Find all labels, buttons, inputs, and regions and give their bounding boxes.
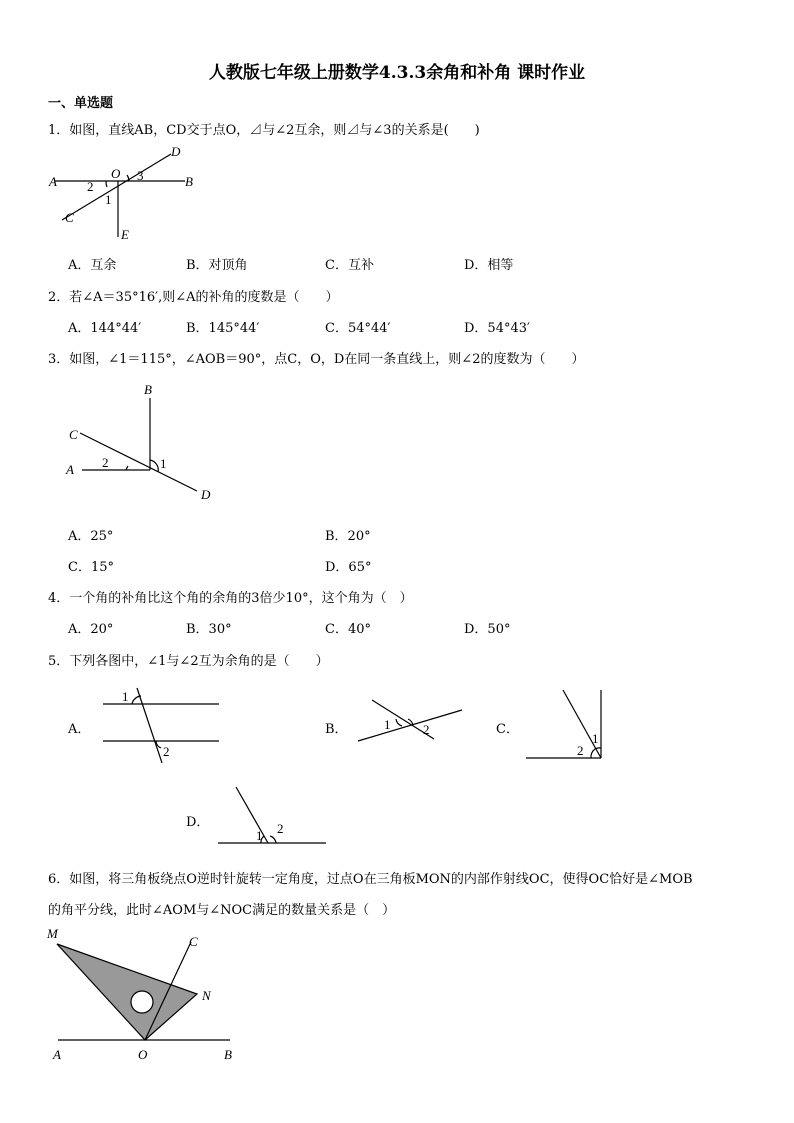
q1-angle-2: 2 — [87, 179, 94, 194]
q3-label-d: D — [201, 487, 211, 502]
question-3-text: 3．如图，∠1＝115°，∠AOB＝90°，点C，O，D在同一条直线上，则∠2的度数为（ ） — [48, 352, 585, 367]
q3-option-a[interactable]: A．25° — [68, 529, 114, 544]
q5-figure-d — [216, 785, 328, 847]
q6-label-n: N — [202, 988, 211, 1003]
q5-figure-b — [356, 695, 466, 750]
q2-option-a[interactable]: A．144°44′ — [68, 321, 142, 336]
q3-label-b: B — [144, 382, 152, 397]
q5-figure-c — [524, 688, 609, 763]
question-1-text: 1．如图，直线AB，CD交于点O，⊿与∠2互余，则⊿与∠3的关系是( ) — [48, 123, 480, 138]
question-5-text: 5．下列各图中，∠1与∠2互为余角的是（ ） — [48, 654, 329, 669]
question-4-text: 4．一个角的补角比这个角的余角的3倍少10°，这个角为（ ） — [48, 591, 413, 606]
question-6-text-line2: 的角平分线，此时∠AOM与∠NOC满足的数量关系是（ ） — [48, 903, 396, 918]
q5b-angle-1: 1 — [384, 717, 391, 732]
q5c-angle-1: 1 — [592, 731, 599, 746]
q6-label-m: M — [47, 926, 58, 941]
question-3-figure — [60, 378, 220, 508]
q3-label-a: A — [66, 462, 74, 477]
q1-label-o: O — [111, 166, 121, 181]
q6-label-c: C — [189, 934, 198, 949]
q5d-angle-2: 2 — [277, 821, 284, 836]
q1-label-e: E — [121, 227, 129, 242]
q3-option-c[interactable]: C．15° — [68, 560, 114, 575]
q3-angle-2: 2 — [102, 455, 109, 470]
q5-option-a[interactable]: A． — [68, 722, 91, 737]
q6-label-b: B — [224, 1047, 232, 1062]
section-heading: 一、单选题 — [48, 96, 114, 111]
q1-option-b[interactable]: B．对顶角 — [186, 258, 248, 273]
question-6-text-line1: 6．如图，将三角板绕点O逆时针旋转一定角度，过点O在三角板MON的内部作射线OC，使得OC恰好是∠MOB — [48, 872, 693, 887]
q4-option-b[interactable]: B．30° — [186, 622, 232, 637]
q2-option-d[interactable]: D．54°43′ — [464, 321, 530, 336]
q1-label-b: B — [185, 174, 193, 189]
q4-option-a[interactable]: A．20° — [68, 622, 114, 637]
q4-option-c[interactable]: C．40° — [325, 622, 371, 637]
question-2-text: 2．若∠A＝35°16′,则∠A的补角的度数是（ ） — [48, 290, 339, 305]
q6-label-o: O — [138, 1047, 148, 1062]
q3-option-d[interactable]: D．65° — [325, 560, 372, 575]
q5c-angle-2: 2 — [577, 743, 584, 758]
question-6-figure — [45, 920, 245, 1065]
q1-label-a: A — [49, 174, 57, 189]
q1-angle-1: 1 — [105, 192, 112, 207]
q3-option-b[interactable]: B．20° — [325, 529, 371, 544]
q5-figure-a — [100, 680, 220, 770]
q3-angle-1: 1 — [160, 456, 167, 471]
q2-option-c[interactable]: C．54°44′ — [325, 321, 391, 336]
q6-label-a: A — [53, 1047, 61, 1062]
q5-option-c[interactable]: C． — [496, 722, 519, 737]
q1-label-c: C — [65, 210, 74, 225]
q3-label-c: C — [69, 427, 78, 442]
q1-label-d: D — [171, 144, 181, 159]
question-1-figure — [45, 140, 215, 245]
q1-option-c[interactable]: C．互补 — [325, 258, 374, 273]
q2-option-b[interactable]: B．145°44′ — [186, 321, 260, 336]
q4-option-d[interactable]: D．50° — [464, 622, 511, 637]
q5a-angle-1: 1 — [122, 689, 129, 704]
q5-option-b[interactable]: B． — [325, 722, 348, 737]
q1-option-a[interactable]: A．互余 — [68, 258, 117, 273]
q1-angle-3: 3 — [137, 168, 144, 183]
q5-option-d[interactable]: D． — [186, 815, 210, 830]
q5b-angle-2: 2 — [423, 722, 430, 737]
q5a-angle-2: 2 — [163, 744, 170, 759]
page-title: 人教版七年级上册数学4.3.3余角和补角 课时作业 — [208, 63, 586, 83]
q1-option-d[interactable]: D．相等 — [464, 258, 514, 273]
q5d-angle-1: 1 — [256, 828, 263, 843]
